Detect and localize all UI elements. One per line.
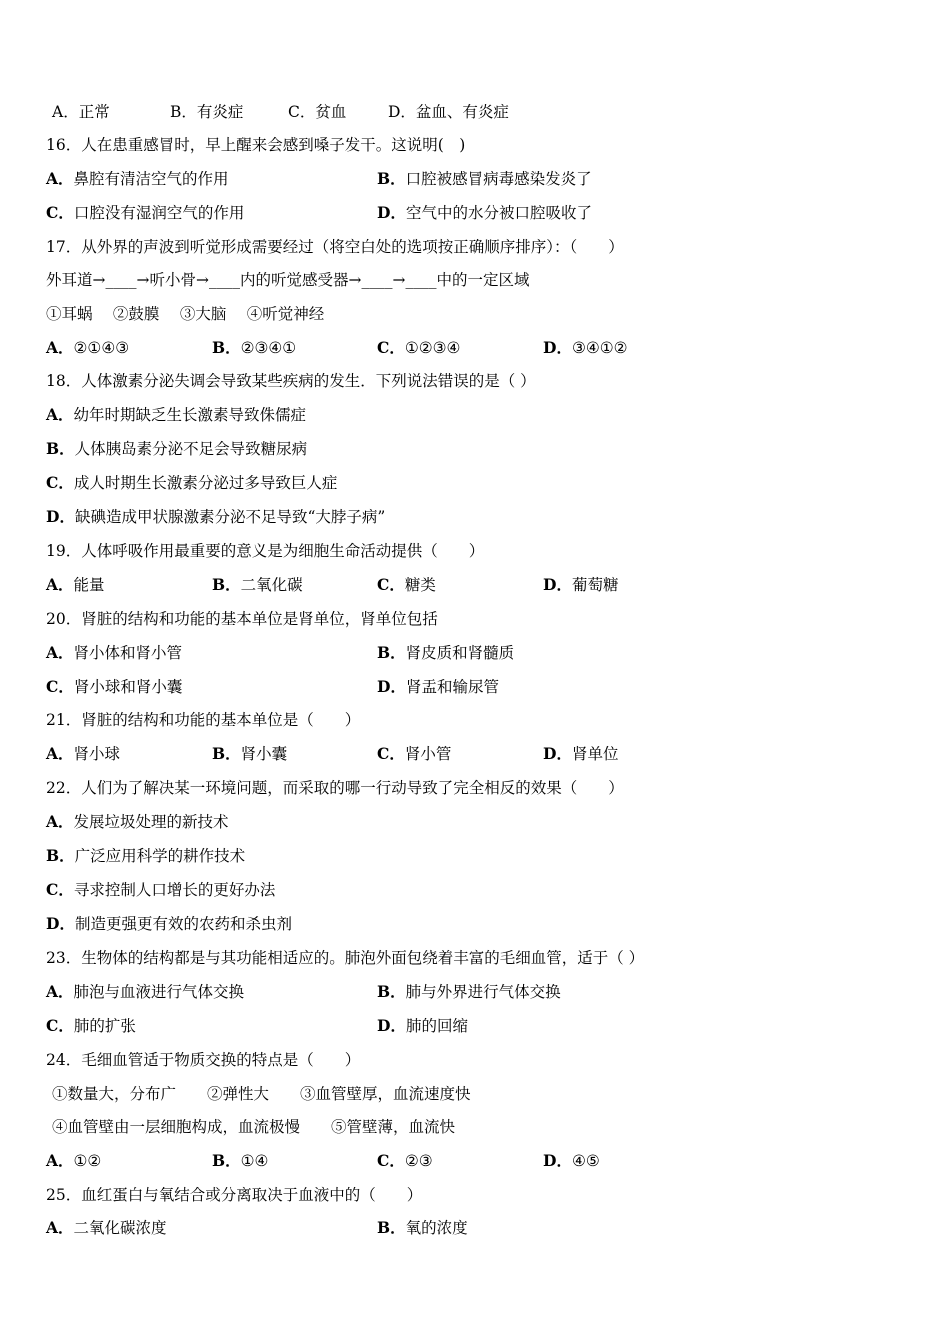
question-17-stem: 17．从外界的声波到听觉形成需要经过（将空白处的选项按正确顺序排序）：（ ） xyxy=(46,238,624,256)
q24-option-d: D．④⑤ xyxy=(543,1151,600,1170)
option-d: D．盆血、有炎症 xyxy=(388,103,509,121)
q21-option-b: B．肾小囊 xyxy=(212,744,288,763)
q23-option-d: D．肺的回缩 xyxy=(377,1016,468,1035)
question-24-items-2: ④血管壁由一层细胞构成，血流极慢 ⑤管壁薄，血流快 xyxy=(52,1118,456,1136)
q19-option-b: B．二氧化碳 xyxy=(212,575,303,594)
q22-option-a: A．发展垃圾处理的新技术 xyxy=(46,812,229,831)
q22-option-c: C．寻求控制人口增长的更好办法 xyxy=(46,880,276,899)
q21-option-a: A．肾小球 xyxy=(46,744,121,763)
q20-option-a: A．肾小体和肾小管 xyxy=(46,643,183,662)
q16-option-a: A．鼻腔有清洁空气的作用 xyxy=(46,169,229,188)
q20-option-c: C．肾小球和肾小囊 xyxy=(46,677,183,696)
q23-option-b: B．肺与外界进行气体交换 xyxy=(377,982,561,1001)
q19-option-d: D．葡萄糖 xyxy=(543,575,619,594)
q16-option-d: D．空气中的水分被口腔吸收了 xyxy=(377,203,592,222)
q23-option-a: A．肺泡与血液进行气体交换 xyxy=(46,982,245,1001)
question-24-items-1: ①数量大，分布广 ②弹性大 ③血管壁厚，血流速度快 xyxy=(52,1085,471,1103)
q17-option-d: D．③④①② xyxy=(543,338,628,357)
q21-option-c: C．肾小管 xyxy=(377,744,452,763)
q17-option-a: A．②①④③ xyxy=(46,338,130,357)
question-18-stem: 18．人体激素分泌失调会导致某些疾病的发生．下列说法错误的是（ ） xyxy=(46,372,536,390)
q16-option-c: C．口腔没有湿润空气的作用 xyxy=(46,203,245,222)
question-23-stem: 23．生物体的结构都是与其功能相适应的。肺泡外面包绕着丰富的毛细血管，适于（ ） xyxy=(46,949,645,967)
option-a: A．正常 xyxy=(52,103,110,121)
q22-option-d: D．制造更强更有效的农药和杀虫剂 xyxy=(46,914,292,933)
question-24-stem: 24．毛细血管适于物质交换的特点是（ ） xyxy=(46,1051,361,1069)
q18-option-d: D．缺碘造成甲状腺激素分泌不足导致“大脖子病” xyxy=(46,507,386,526)
q18-option-a: A．幼年时期缺乏生长激素导致侏儒症 xyxy=(46,405,307,424)
q23-option-c: C．肺的扩张 xyxy=(46,1016,136,1035)
q21-option-d: D．肾单位 xyxy=(543,744,619,763)
question-16-stem: 16．人在患重感冒时，早上醒来会感到嗓子发干。这说明( ) xyxy=(46,136,466,154)
q24-option-c: C．②③ xyxy=(377,1151,433,1170)
q19-option-c: C．糖类 xyxy=(377,575,436,594)
q25-option-b: B．氧的浓度 xyxy=(377,1218,468,1237)
option-c: C．贫血 xyxy=(288,103,347,121)
question-22-stem: 22．人们为了解决某一环境问题，而采取的哪一行动导致了完全相反的效果（ ） xyxy=(46,779,624,797)
q18-option-b: B．人体胰岛素分泌不足会导致糖尿病 xyxy=(46,439,308,458)
q16-option-b: B．口腔被感冒病毒感染发炎了 xyxy=(377,169,592,188)
q25-option-a: A．二氧化碳浓度 xyxy=(46,1218,167,1237)
question-19-stem: 19．人体呼吸作用最重要的意义是为细胞生命活动提供（ ） xyxy=(46,542,485,560)
option-b: B．有炎症 xyxy=(170,103,244,121)
q20-option-b: B．肾皮质和肾髓质 xyxy=(377,643,515,662)
question-20-stem: 20．肾脏的结构和功能的基本单位是肾单位，肾单位包括 xyxy=(46,610,438,628)
q18-option-c: C．成人时期生长激素分泌过多导致巨人症 xyxy=(46,473,338,492)
question-17-items: ①耳蜗 ②鼓膜 ③大脑 ④听觉神经 xyxy=(46,305,325,323)
question-25-stem: 25．血红蛋白与氧结合或分离取决于血液中的（ ） xyxy=(46,1186,423,1204)
q19-option-a: A．能量 xyxy=(46,575,105,594)
q20-option-d: D．肾盂和输尿管 xyxy=(377,677,499,696)
q22-option-b: B．广泛应用科学的耕作技术 xyxy=(46,846,246,865)
q24-option-a: A．①② xyxy=(46,1151,102,1170)
question-21-stem: 21．肾脏的结构和功能的基本单位是（ ） xyxy=(46,711,361,729)
question-17-sequence: 外耳道→____→听小骨→____内的听觉感受器→____→____中的一定区域 xyxy=(46,271,530,289)
q17-option-c: C．①②③④ xyxy=(377,338,461,357)
q24-option-b: B．①④ xyxy=(212,1151,269,1170)
q17-option-b: B．②③④① xyxy=(212,338,297,357)
